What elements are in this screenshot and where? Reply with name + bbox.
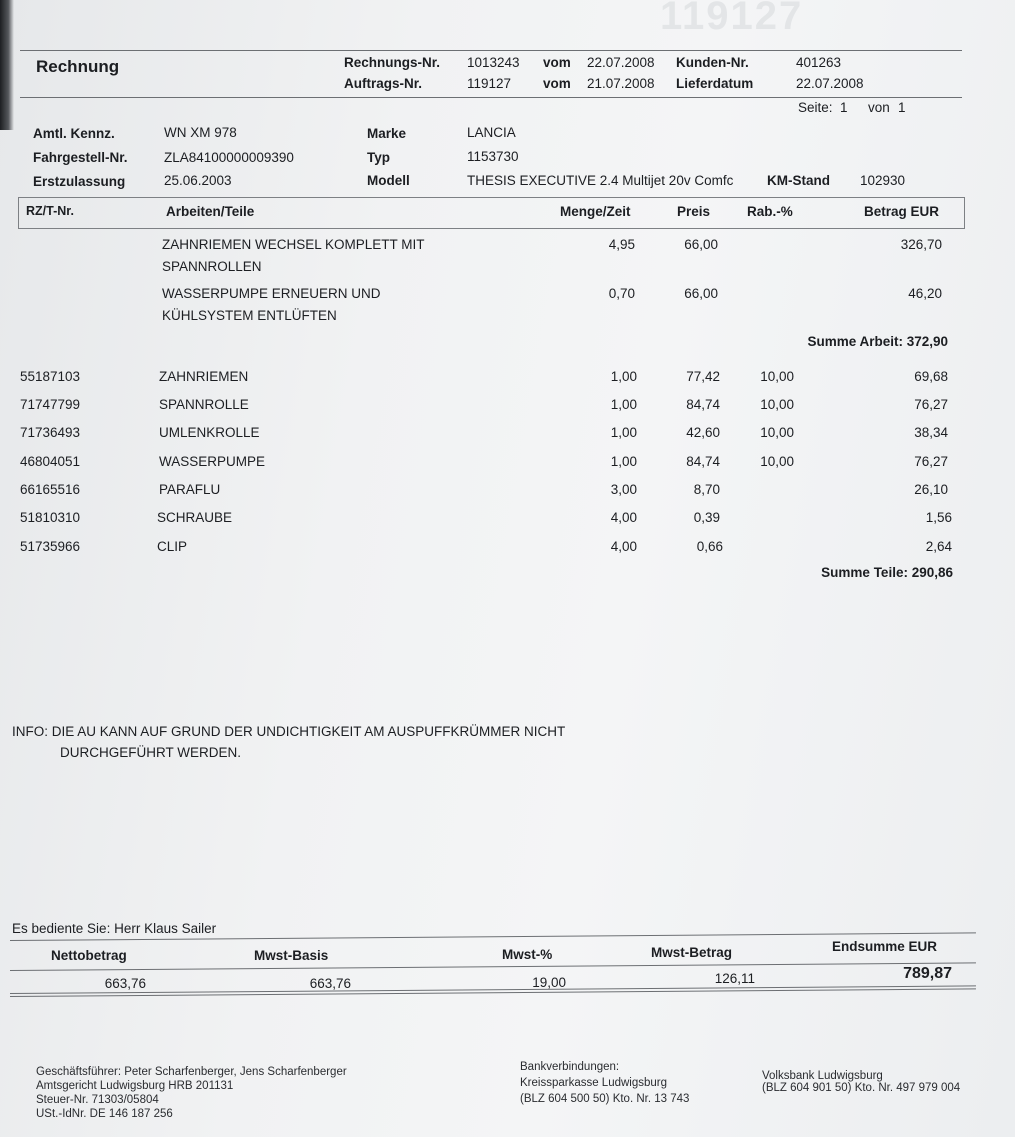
netto-label: Nettobetrag xyxy=(51,948,127,963)
part-betrag: 69,68 xyxy=(914,369,948,384)
typ-label: Typ xyxy=(367,150,390,165)
list-item xyxy=(0,397,1015,423)
auftrags-nr-label: Auftrags-Nr. xyxy=(344,76,423,91)
part-name: WASSERPUMPE xyxy=(159,454,266,469)
rechnungs-datum-value: 22.07.2008 xyxy=(587,55,655,70)
footer-company-line-3: Steuer-Nr. 71303/05804 xyxy=(36,1094,159,1106)
list-item xyxy=(0,454,1015,480)
rechnungs-nr-value: 1013243 xyxy=(467,55,520,70)
list-item xyxy=(0,425,1015,451)
labor-item-1-preis: 66,00 xyxy=(684,237,718,252)
part-preis: 77,42 xyxy=(686,369,720,384)
netto-value: 663,76 xyxy=(104,976,146,991)
footer-bank1-name: Kreissparkasse Ludwigsburg xyxy=(520,1077,668,1089)
part-rabatt: 10,00 xyxy=(760,369,794,384)
part-betrag: 26,10 xyxy=(914,482,948,497)
ghost-watermark-number: 119127 xyxy=(660,0,804,38)
list-item xyxy=(0,369,1015,395)
part-name: SPANNROLLE xyxy=(159,397,249,412)
kunden-nr-value: 401263 xyxy=(796,55,842,70)
part-name: CLIP xyxy=(157,539,188,554)
labor-item-2-line2: KÜHLSYSTEM ENTLÜFTEN xyxy=(162,308,337,323)
footer-company-line-1: Geschäftsführer: Peter Scharfenberger, Jens Scharfenberger xyxy=(36,1066,347,1078)
km-stand-value: 102930 xyxy=(860,173,906,188)
part-nr: 46804051 xyxy=(20,454,81,469)
part-preis: 42,60 xyxy=(686,425,720,440)
lieferdatum-value: 22.07.2008 xyxy=(796,76,864,91)
marke-label: Marke xyxy=(367,126,407,141)
part-name: ZAHNRIEMEN xyxy=(159,369,249,384)
seite-value: 1 xyxy=(840,100,848,115)
erstzulassung-label: Erstzulassung xyxy=(33,174,126,189)
labor-item-1-menge: 4,95 xyxy=(608,237,635,252)
labor-item-2-menge: 0,70 xyxy=(608,286,635,301)
footer-bank1-details: (BLZ 604 500 50) Kto. Nr. 13 743 xyxy=(520,1093,690,1105)
info-line-2: DURCHGEFÜHRT WERDEN. xyxy=(60,745,242,760)
part-menge: 4,00 xyxy=(610,510,637,525)
typ-value: 1153730 xyxy=(467,149,519,164)
footer-company-line-2: Amtsgericht Ludwigsburg HRB 201131 xyxy=(36,1080,234,1092)
info-line-1: INFO: DIE AU KANN AUF GRUND DER UNDICHTIGKEIT AM AUSPUFFKRÜMMER NICHT xyxy=(12,724,566,739)
mwst-betrag-label: Mwst-Betrag xyxy=(651,945,733,960)
totals-mid-rule xyxy=(10,962,976,971)
part-menge: 1,00 xyxy=(610,397,637,412)
binder-edge-shadow xyxy=(0,0,14,130)
col-rzt: RZ/T-Nr. xyxy=(26,204,74,218)
marke-value: LANCIA xyxy=(467,125,516,140)
endsumme-label: Endsumme EUR xyxy=(832,939,938,954)
footer-bank-title: Bankverbindungen: xyxy=(520,1061,620,1073)
kennz-label: Amtl. Kennz. xyxy=(33,126,115,141)
part-nr: 71747799 xyxy=(20,397,81,412)
endsumme-value: 789,87 xyxy=(903,965,952,982)
list-item xyxy=(0,539,1015,565)
part-betrag: 2,64 xyxy=(925,539,952,554)
part-name: PARAFLU xyxy=(159,482,221,497)
fahrgestell-value: ZLA84100000009390 xyxy=(164,150,294,165)
part-betrag: 76,27 xyxy=(914,397,948,412)
header-bottom-rule xyxy=(20,97,962,98)
part-nr: 55187103 xyxy=(20,369,81,384)
kunden-nr-label: Kunden-Nr. xyxy=(676,55,749,70)
part-nr: 51735966 xyxy=(20,539,81,554)
list-item xyxy=(0,482,1015,508)
part-betrag: 76,27 xyxy=(914,454,948,469)
mwst-betrag-value: 126,11 xyxy=(714,971,755,986)
auftrags-vom-label: vom xyxy=(543,76,571,91)
col-menge: Menge/Zeit xyxy=(560,204,631,219)
footer-bank2-name: Volksbank Ludwigsburg xyxy=(762,1070,883,1082)
part-rabatt: 10,00 xyxy=(760,454,794,469)
summe-teile: Summe Teile: 290,86 xyxy=(821,565,953,580)
list-item xyxy=(0,510,1015,536)
part-nr: 51810310 xyxy=(20,510,81,525)
km-stand-label: KM-Stand xyxy=(767,173,830,188)
part-menge: 4,00 xyxy=(610,539,637,554)
part-rabatt: 10,00 xyxy=(760,397,794,412)
mwst-pct-value: 19,00 xyxy=(532,975,566,990)
auftrags-nr-value: 119127 xyxy=(467,76,512,91)
erstzulassung-value: 25.06.2003 xyxy=(164,173,232,188)
part-menge: 1,00 xyxy=(610,454,637,469)
part-name: SCHRAUBE xyxy=(157,510,233,525)
document-title: Rechnung xyxy=(36,57,120,76)
modell-label: Modell xyxy=(367,173,410,188)
part-preis: 0,66 xyxy=(696,539,723,554)
header-top-rule xyxy=(20,50,962,51)
col-betrag: Betrag EUR xyxy=(864,204,940,219)
lieferdatum-label: Lieferdatum xyxy=(676,76,754,91)
part-betrag: 1,56 xyxy=(925,510,952,525)
von-label: von xyxy=(868,100,890,115)
mwst-basis-value: 663,76 xyxy=(309,976,351,991)
rechnungs-vom-label: vom xyxy=(543,55,571,70)
kennz-value: WN XM 978 xyxy=(164,125,237,140)
part-menge: 1,00 xyxy=(610,369,637,384)
summe-arbeit: Summe Arbeit: 372,90 xyxy=(807,334,948,349)
auftrags-datum-value: 21.07.2008 xyxy=(587,76,655,91)
col-arbeiten: Arbeiten/Teile xyxy=(166,204,255,219)
modell-value: THESIS EXECUTIVE 2.4 Multijet 20v Comfc xyxy=(467,173,734,188)
col-rab: Rab.-% xyxy=(747,204,793,219)
mwst-basis-label: Mwst-Basis xyxy=(254,948,329,963)
part-preis: 84,74 xyxy=(686,397,720,412)
labor-item-2-betrag: 46,20 xyxy=(908,286,942,301)
part-menge: 3,00 xyxy=(610,482,637,497)
part-name: UMLENKROLLE xyxy=(159,425,260,440)
col-preis: Preis xyxy=(677,204,711,219)
items-table-header xyxy=(18,197,965,229)
part-preis: 0,39 xyxy=(693,510,720,525)
rechnungs-nr-label: Rechnungs-Nr. xyxy=(344,55,441,70)
part-rabatt: 10,00 xyxy=(760,425,794,440)
labor-item-1-betrag: 326,70 xyxy=(900,237,942,252)
footer-bank2-details: (BLZ 604 901 50) Kto. Nr. 497 979 004 xyxy=(762,1082,961,1094)
part-preis: 8,70 xyxy=(693,482,720,497)
labor-item-2-preis: 66,00 xyxy=(684,286,718,301)
part-menge: 1,00 xyxy=(610,425,637,440)
mwst-pct-label: Mwst-% xyxy=(502,947,553,962)
fahrgestell-label: Fahrgestell-Nr. xyxy=(33,150,128,165)
bedient-text: Es bediente Sie: Herr Klaus Sailer xyxy=(12,921,217,936)
labor-item-2-line1: WASSERPUMPE ERNEUERN UND xyxy=(162,286,381,301)
part-betrag: 38,34 xyxy=(914,425,948,440)
part-nr: 66165516 xyxy=(20,482,81,497)
seite-label: Seite: xyxy=(798,100,833,115)
von-value: 1 xyxy=(898,100,906,115)
labor-item-1-line2: SPANNROLLEN xyxy=(162,259,262,274)
labor-item-1-line1: ZAHNRIEMEN WECHSEL KOMPLETT MIT xyxy=(162,237,425,252)
footer-company-line-4: USt.-IdNr. DE 146 187 256 xyxy=(36,1108,173,1120)
part-preis: 84,74 xyxy=(686,454,720,469)
part-nr: 71736493 xyxy=(20,425,81,440)
